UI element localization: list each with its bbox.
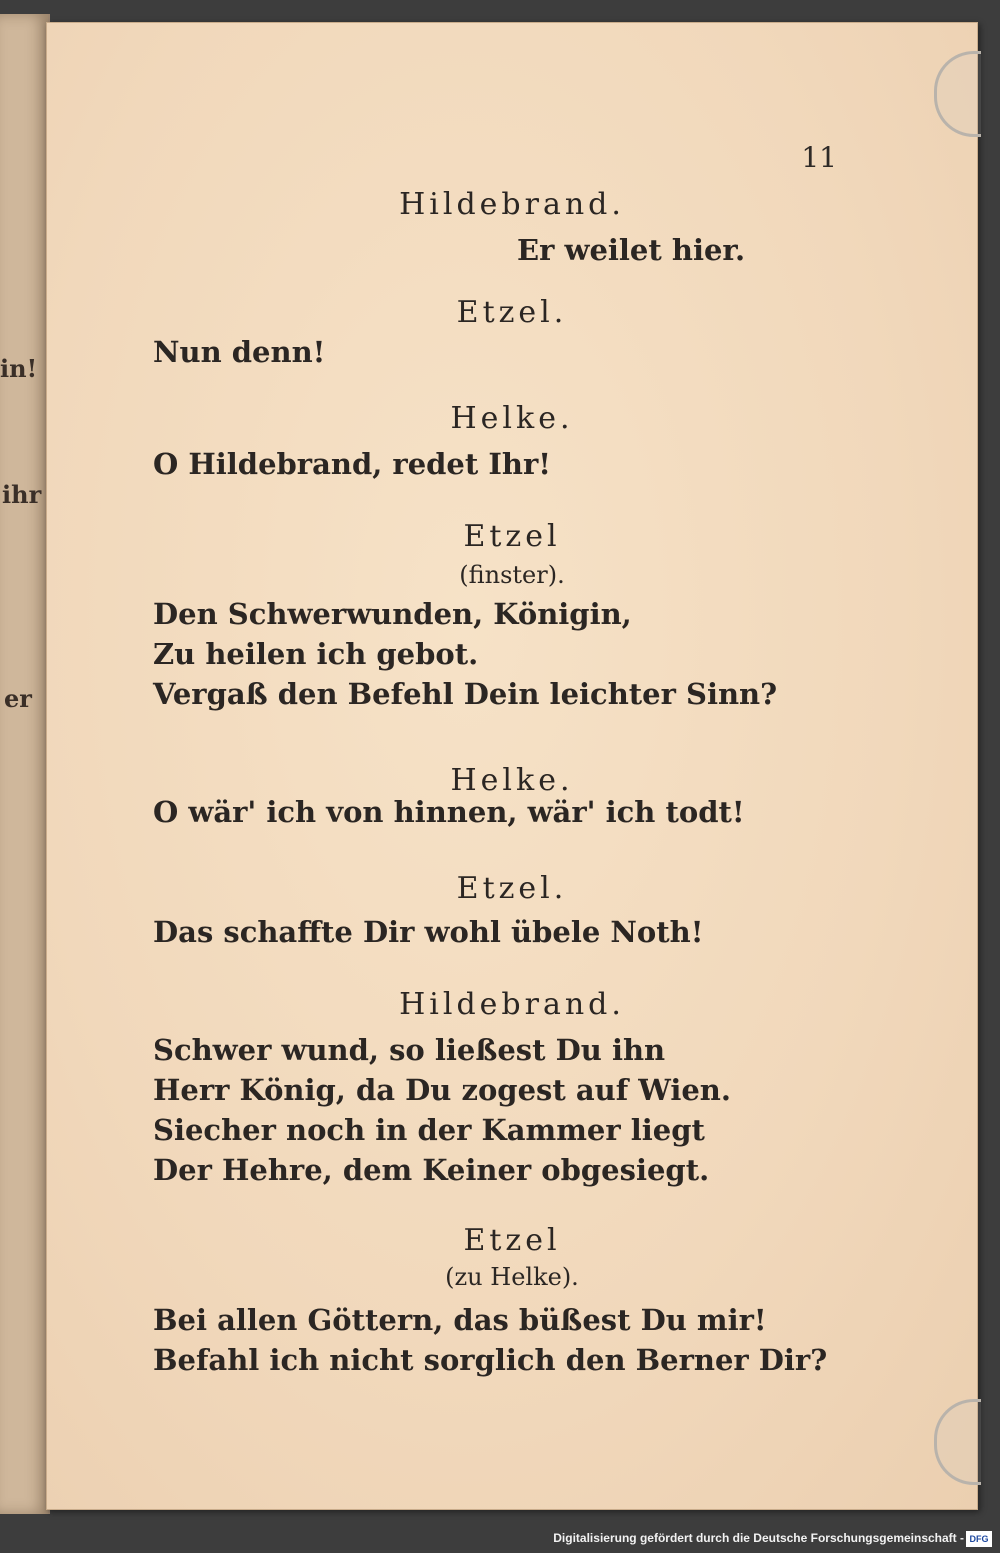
stage-direction: (zu Helke). (445, 1263, 579, 1291)
stage-direction: (finster). (459, 561, 565, 589)
bottom-page-clip (934, 1399, 981, 1485)
digitization-credit: Digitalisierung gefördert durch die Deutsche Forschungsgemeinschaft - (553, 1531, 964, 1545)
top-page-clip (934, 51, 981, 137)
speech-line: Herr König, da Du zogest auf Wien. (153, 1073, 731, 1107)
left-page-fragment: ihr (2, 480, 42, 509)
speaker-name: Helke. (450, 763, 574, 798)
book-page (46, 22, 978, 1510)
speech-line: Vergaß den Befehl Dein leichter Sinn? (153, 677, 778, 711)
speaker-name: Etzel. (456, 295, 568, 330)
speech-line: Das schaffte Dir wohl übele Noth! (153, 915, 704, 949)
speaker-name: Etzel. (456, 871, 568, 906)
page-number: 11 (801, 141, 837, 174)
speaker-name: Hildebrand. (399, 187, 625, 222)
speech-line: Der Hehre, dem Keiner obgesiegt. (153, 1153, 710, 1187)
speech-line: Er weilet hier. (517, 233, 746, 267)
left-page-edge (0, 14, 50, 1514)
speech-line: O Hildebrand, redet Ihr! (153, 447, 552, 481)
speech-line: Den Schwerwunden, Königin, (153, 597, 632, 631)
speech-line: O wär' ich von hinnen, wär' ich todt! (153, 795, 745, 829)
speech-line: Zu heilen ich gebot. (153, 637, 479, 671)
speech-line: Siecher noch in der Kammer liegt (153, 1113, 705, 1147)
dfg-logo: DFG (966, 1531, 992, 1547)
speaker-name: Hildebrand. (399, 987, 625, 1022)
left-page-fragment: in! (0, 354, 38, 383)
left-page-fragment: er (4, 684, 32, 713)
speech-line: Schwer wund, so ließest Du ihn (153, 1033, 666, 1067)
speech-line: Bei allen Göttern, das büßest Du mir! (153, 1303, 767, 1337)
speech-line: Nun denn! (153, 335, 326, 369)
speaker-name: Helke. (450, 401, 574, 436)
speech-line: Befahl ich nicht sorglich den Berner Dir? (153, 1343, 828, 1377)
speaker-name: Etzel (463, 1223, 561, 1258)
speaker-name: Etzel (463, 519, 561, 554)
